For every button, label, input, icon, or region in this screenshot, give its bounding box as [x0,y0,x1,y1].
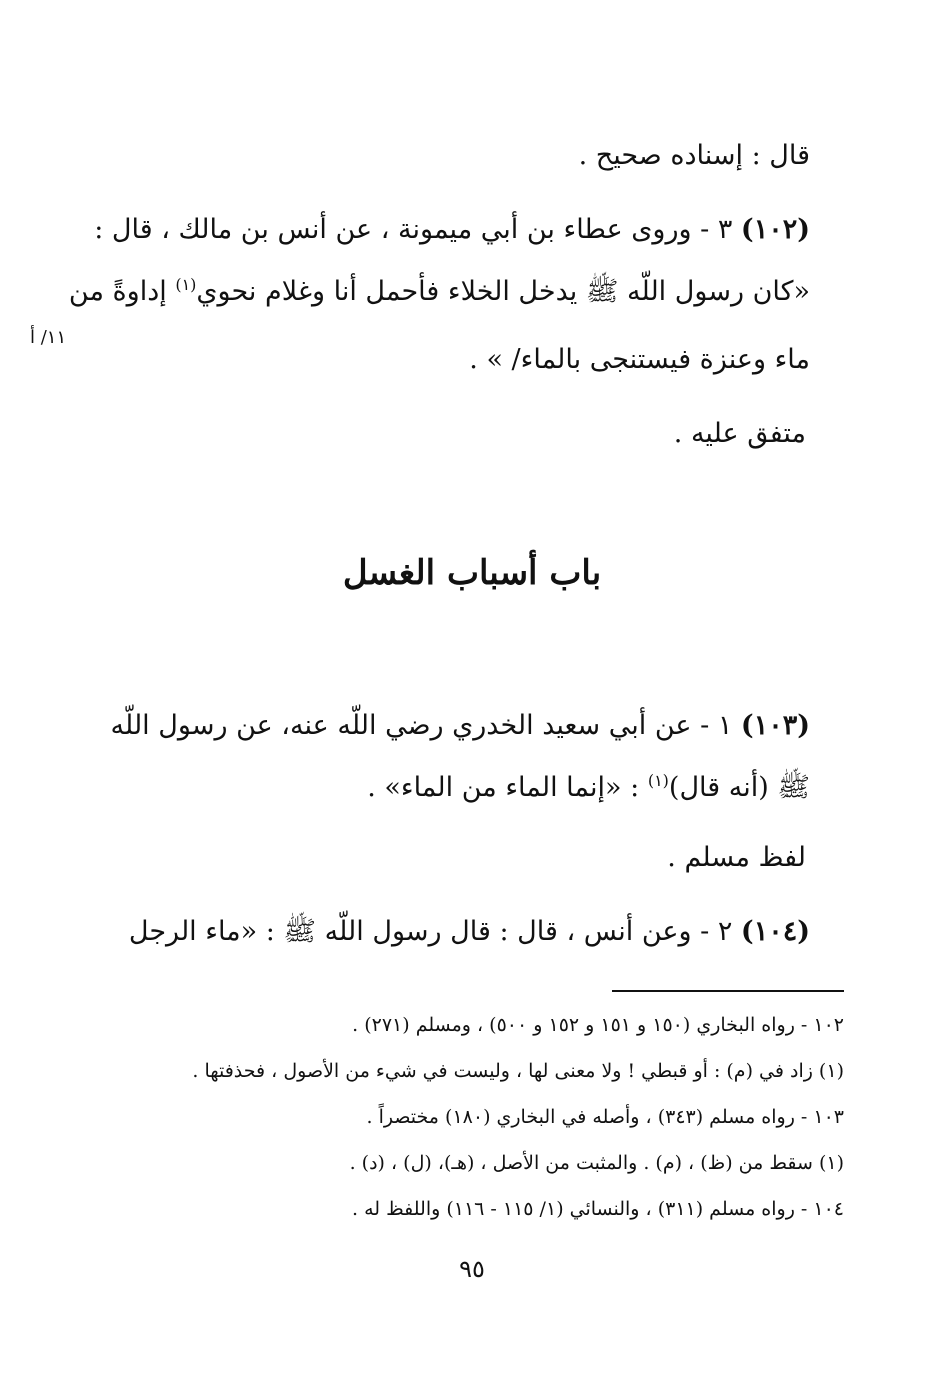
footnote-divider [612,990,844,992]
hadith-number-104: (١٠٤) [740,916,810,947]
text-line-isnad: قال : إسناده صحيح . [578,140,810,171]
text-line-agreed: متفق عليه . [673,418,806,449]
hadith-103-line-2 [367,768,810,808]
text-line-muslim-wording: لفظ مسلم . [667,842,806,873]
hadith-number-102: (١٠٢) [740,214,810,245]
hadith-102-text-b: إداوةً من [68,276,176,307]
footnote-ref-1: (١) [175,275,197,294]
hadith-102-text-a: «كان رسول اللّه ﷺ يدخل الخلاء فأحمل أنا وغلام نحوي [196,276,810,307]
hadith-103-text: ١ - عن أبي سعيد الخدري رضي اللّه عنه، عن رسول اللّه [110,710,741,741]
footnote-102-1: (١) زاد في (م) : أو قبطي ! ولا معنى لها ، وليست في شيء من الأصول ، فحذفتها . [192,1060,844,1082]
hadith-102-line-1 [94,210,810,250]
hadith-number-103: (١٠٣) [740,710,810,741]
footnote-104: ١٠٤ - رواه مسلم (٣١١) ، والنسائي (١/ ١١٥ - ١١٦) واللفظ له . [352,1198,844,1220]
hadith-103-text-b: : «إنما الماء من الماء» . [367,772,648,803]
hadith-103-text-a: ﷺ (أنه قال) [668,772,810,803]
hadith-104-text: ٢ - وعن أنس ، قال : قال رسول اللّه ﷺ : «ماء الرجل [128,916,741,947]
footnote-103-1: (١) سقط من (ظ) ، (م) . والمثبت من الأصل ، (هـ)، (ل) ، (د) . [349,1152,844,1174]
margin-folio-note: ١١/ أ [30,327,67,348]
hadith-104-line-1 [128,912,810,952]
hadith-102-line-2 [68,272,810,312]
hadith-102-line-3: ماء وعنزة فيستنجى بالماء/ » . [469,344,810,375]
footnote-102: ١٠٢ - رواه البخاري (١٥٠ و ١٥١ و ١٥٢ و ٥٠٠) ، ومسلم (٢٧١) . [352,1014,844,1036]
footnote-103: ١٠٣ - رواه مسلم (٣٤٣) ، وأصله في البخاري (١٨٠) مختصراً . [366,1106,844,1128]
page-number: ٩٥ [459,1255,485,1283]
footnote-ref-1b: (١) [647,771,669,790]
hadith-102-text: ٣ - وروى عطاء بن أبي ميمونة ، عن أنس بن مالك ، قال : [94,214,741,245]
hadith-103-line-1 [110,706,810,746]
chapter-heading: باب أسباب الغسل [342,553,602,593]
